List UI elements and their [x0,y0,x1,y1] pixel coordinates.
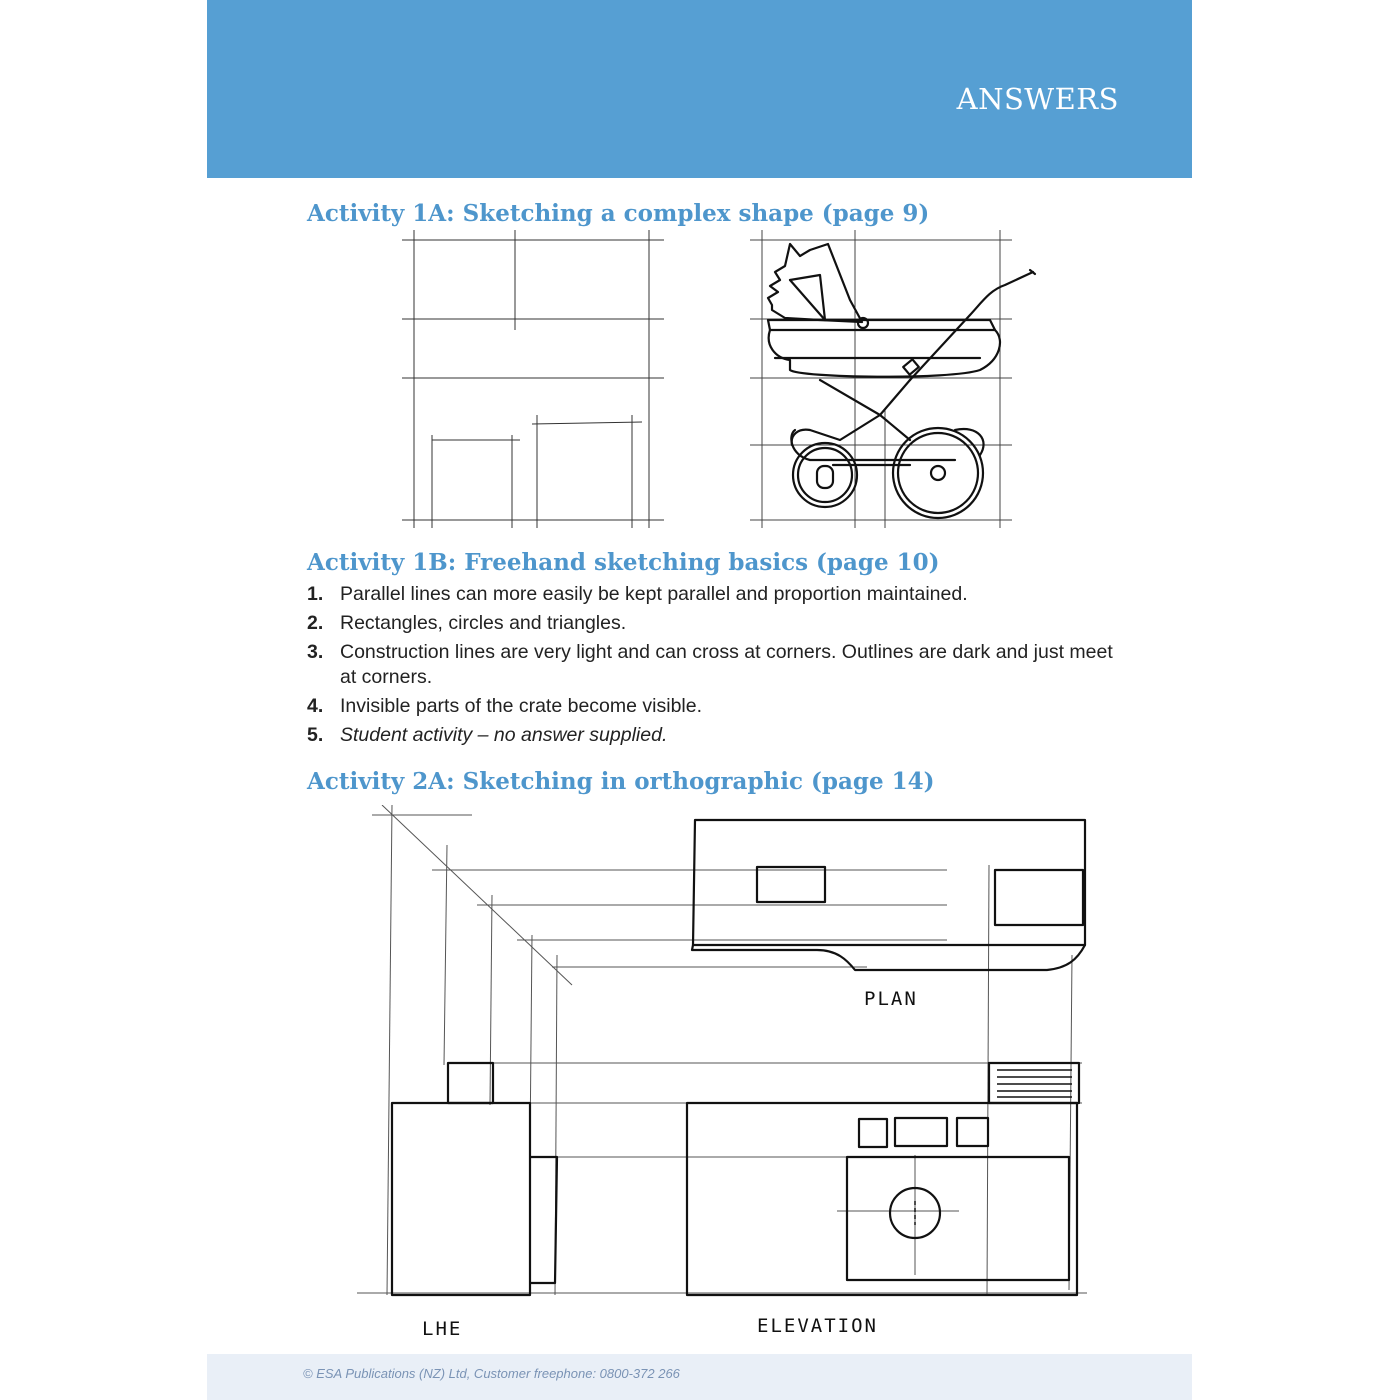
answer-text: Invisible parts of the crate become visible. [340,695,703,717]
answer-text: Parallel lines can more easily be kept parallel and proportion maintained. [340,583,968,605]
page [207,0,1192,1400]
lhe-label: LHE [422,1318,463,1340]
activity-1a-heading: Activity 1A: Sketching a complex shape (page 9) [307,200,930,227]
orthographic-sketch [347,805,1092,1350]
pram-sketch [750,230,1040,530]
answer-item [307,611,1127,636]
answer-number: 4. [307,695,324,717]
footer-text: © ESA Publications (NZ) Ltd, Customer freephone: 0800-372 266 [303,1366,680,1381]
answer-number: 1. [307,583,324,605]
answer-number: 2. [307,612,324,634]
activity-2a-heading: Activity 2A: Sketching in orthographic (page 14) [307,768,935,795]
banner-title: ANSWERS [956,82,1119,116]
header-banner [207,0,1192,178]
answer-text: Rectangles, circles and triangles. [340,612,627,634]
answer-item [307,694,1127,719]
elevation-label: ELEVATION [757,1315,878,1337]
activity-1b-heading: Activity 1B: Freehand sketching basics (page 10) [307,549,940,576]
answer-text: Student activity – no answer supplied. [340,724,668,746]
answer-list [307,582,1127,752]
answer-item [307,582,1127,607]
answer-text: Construction lines are very light and can cross at corners. Outlines are dark and just meet at corners. [340,641,1113,688]
answer-item [307,723,1127,748]
grid-sketch [402,230,667,530]
answer-item [307,640,1127,690]
footer [207,1354,1192,1400]
answer-number: 5. [307,724,324,746]
answer-number: 3. [307,641,324,663]
plan-label: PLAN [864,988,918,1010]
